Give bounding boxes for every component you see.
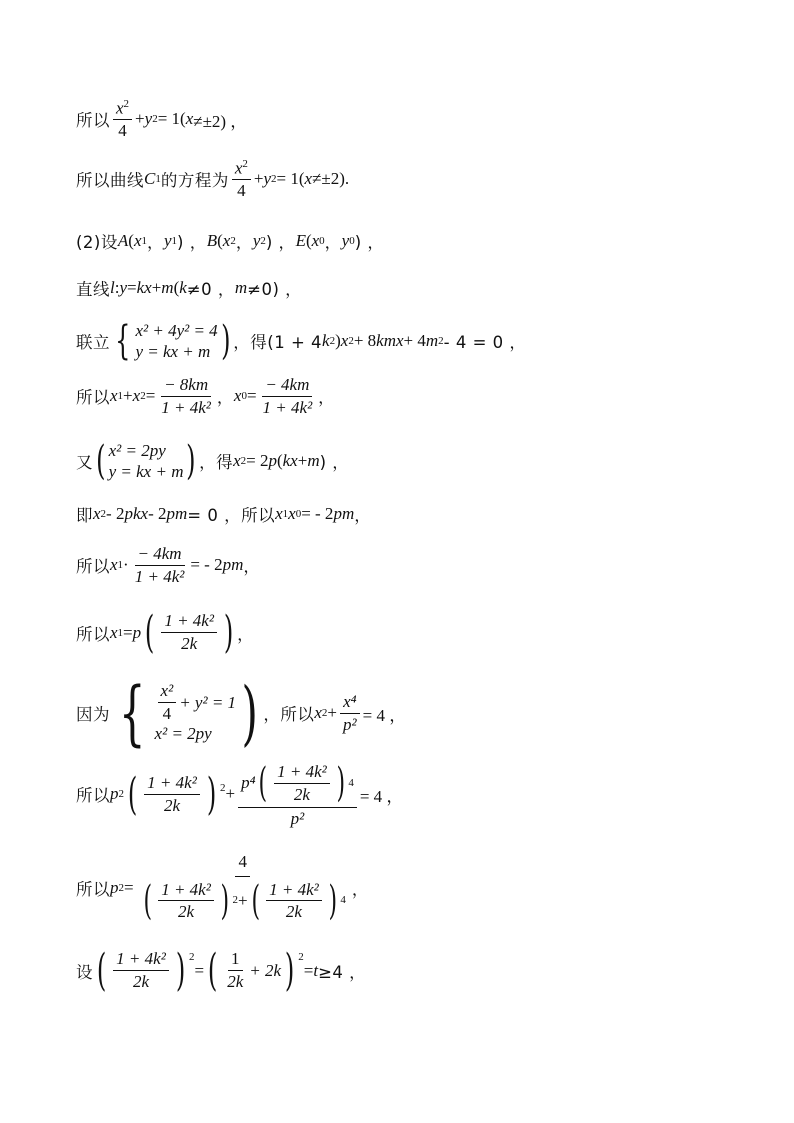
math-line-13: 所以 p 2 = 4 ( $\frac{\text{1 + 4k²}}{2k}$ ) 2 + ( $\frac{\text{1 + 4k²}}{2k}$ ) 4 ， — [76, 852, 369, 924]
fraction: $\frac{- 4km}{\text{1 + 4k²}}$ — [134, 544, 185, 586]
math-line-14: 设 ( $\frac{\text{1 + 4k²}}{2k}$ ) $^2$ = ( $\frac{1}{2k}$ + 2k ) $^2$ = t ≥4 ， — [76, 945, 367, 996]
equation-system: { $\frac{\text{x²}}{4}$ + y² = 1 x² = 2py ) — [118, 672, 258, 754]
equation-system: { x² + 4y² = 4 y = kx + m ) — [115, 318, 231, 364]
fraction: $\frac{x^2}{4}$ — [232, 158, 251, 200]
math-line-3: (2)设 A ( x 1 ， y 1 ) ， B ( x 2 ， y 2 ) ， E ( x 0 ， y 0 ) ， — [76, 231, 385, 252]
fraction: $\frac{\text{x⁴}}{\text{p²}}$ — [340, 692, 360, 734]
math-line-4: 直线 l : y = kx + m ( k ≠0 ， m ≠0) ， — [76, 278, 303, 299]
math-line-6: 所以 x 1 + x 2 = $\frac{- 8km}{\text{1 + 4k²}}$ ， x 0 = $\frac{- 4km}{\text{1 + 4k²}}$ ， — [76, 375, 336, 417]
fraction: p⁴ ( $\frac{\text{1 + 4k²}}{2k}$ ) 4 p² — [238, 760, 357, 829]
fraction: $\frac{x^2}{4}$ — [113, 98, 132, 140]
fraction: 4 ( $\frac{\text{1 + 4k²}}{2k}$ ) 2 + ( $\frac{\text{1 + 4k²}}{2k}$ ) 4 — [143, 852, 346, 924]
math-line-11: 因为 { $\frac{\text{x²}}{4}$ + y² = 1 x² = 2py ) ，所以 x 2 + $\frac{\text{x⁴}}{\text{p²}}$ = 4 ， — [76, 672, 407, 754]
fraction: $\frac{- 4km}{\text{1 + 4k²}}$ — [262, 375, 313, 417]
fraction: $\frac{- 8km}{\text{1 + 4k²}}$ — [161, 375, 211, 417]
equation-system: ( x² = 2py y = kx + m ) — [96, 438, 196, 484]
math-line-12: 所以 p 2 ( $\frac{\text{1 + 4k²}}{2k}$ ) $^2$ + p⁴ ( $\frac{\text{1 + 4k²}}{2k}$ ) 4 p² = 4 ， — [76, 760, 404, 828]
math-line-8: 即 x 2 - 2 pkx - 2 pm = 0 ，所以 x 1 x 0 = - 2 pm ， — [76, 504, 372, 525]
math-line-7: 又 ( x² = 2py y = kx + m ) ，得 x 2 = 2 p ( kx + m ) ， — [76, 438, 350, 484]
math-line-10: 所以 x 1 = p ( $\frac{\text{1 + 4k²}}{2k}$ ) ， — [76, 607, 255, 658]
math-line-5: 联立 { x² + 4y² = 4 y = kx + m ) ，得(1 + 4 k 2 ) x 2 + 8 kmx + 4 m 2 - 4 = 0 ， — [76, 318, 527, 364]
text: 所以 — [76, 111, 110, 131]
math-line-2: 所以曲线 C 1 的方程为 $\frac{x^2}{4}$ + y 2 = 1( x ≠±2). — [76, 158, 350, 200]
math-line-1: 所以 $\frac{x^2}{4}$ + y 2 = 1( x ≠±2) ， — [76, 98, 248, 140]
math-line-9: 所以 x 1 · $\frac{- 4km}{\text{1 + 4k²}}$ = - 2 pm ， — [76, 544, 261, 586]
fraction: $\frac{\text{1 + 4k²}}{2k}$ — [161, 611, 217, 653]
